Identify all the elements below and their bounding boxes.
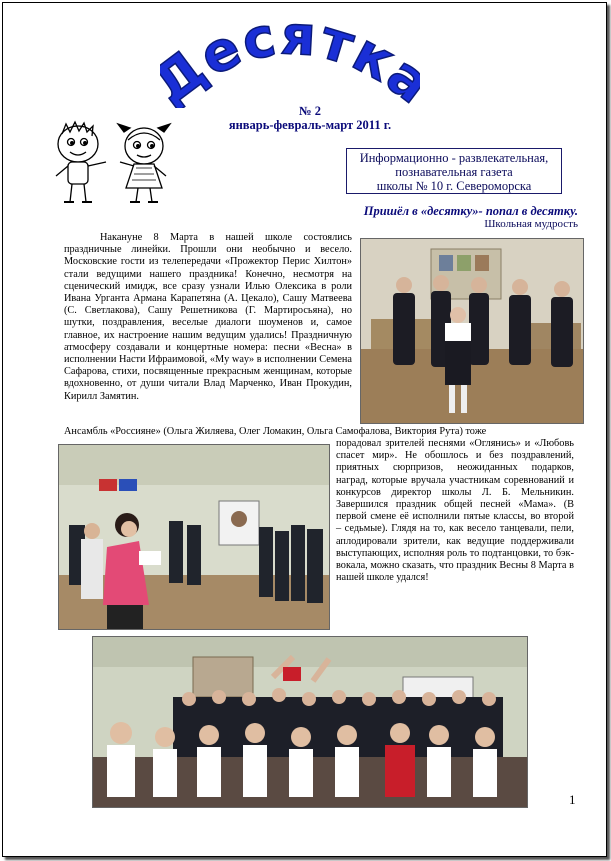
article-paragraph-2: Ансамбль «Россияне» (Ольга Жиляева, Олег Ломакин, Ольга Самофалова, Виктория Рута) тоже — [64, 426, 487, 437]
issue-number: № 2 — [299, 104, 321, 118]
photo-hosts-on-stage — [360, 238, 584, 424]
photo-group-singing — [92, 636, 528, 808]
kids-illustration — [48, 118, 178, 208]
article-column-b — [64, 426, 574, 438]
newspaper-description-box — [346, 148, 562, 194]
motto-source: Школьная мудрость — [484, 218, 578, 230]
issue-info — [200, 104, 420, 132]
photo-director-speech — [58, 444, 330, 630]
masthead — [160, 18, 420, 108]
article-paragraph-3: порадовал зрителей песнями «Оглянись» и «Любовь спасет мир». Не обошлось и без поздравлений, приятных сюрпризов, неожиданных подарков, наград, которые вручала участникам соревнований и конкурсов директор школы Л. Б. Мельникин. Завершился праздник общей песней «Мама». (В первой смене её исполнили пятые классы, во второй – седьмые). Глядя на то, как весело танцевали, пели, аплодировали зрители, как ведущие поддерживали выступающих, исполняя роль то подтанцовки, то бэк-вокала, можно сказать, что праздник Весны 8 Марта в нашей школе удался! — [336, 438, 574, 584]
page-number: 1 — [569, 792, 576, 807]
infobox-line-1: Информационно - развлекательная, — [359, 151, 549, 165]
svg-text:Десятка — [160, 18, 420, 108]
infobox-line-3: школы № 10 г. Североморска — [376, 179, 532, 193]
article-column-a — [64, 232, 352, 403]
motto: Пришёл в «десятку»- попал в десятку. — [363, 204, 578, 218]
article-column-c — [336, 438, 574, 584]
issue-period: январь-февраль-март 2011 г. — [228, 118, 392, 132]
cartoon-kids-icon — [48, 118, 178, 208]
masthead-logo — [160, 18, 420, 108]
masthead-title: есятк — [190, 18, 407, 95]
infobox-line-2: познавательная газета — [395, 165, 513, 179]
article-paragraph-1: Накануне 8 Марта в нашей школе состоялись праздничные линейки. Прошли они необычно и весело. Московские гости из телепередачи «Прожектор Перис Хилтон» стали ведущими нашего праздника! Конечно, несмотря на сценический имидж, все сразу узнали Илью Олексика в роли Ивана Урганта Армана Карапетяна (А. Цекало), Сашу Матвеева (С. Светлакова), Сашу Решетникова (Г. Мартиросьяна), но шутки, поздравления, веселые диалоги шоуменов и, самое главное, их настроение нашим ведущим удались! Праздничную атмосферу создавали и концертные номера: песни «Весна» в исполнении Насти Ифраимовой, «My way» в исполнении Семена Сафарова, стихи, посвященные прекрасным женщинам, которые вдохновенно, от души читали Влад Марченко, Иван Прокудин, Кирилл Замятин. — [64, 232, 352, 402]
